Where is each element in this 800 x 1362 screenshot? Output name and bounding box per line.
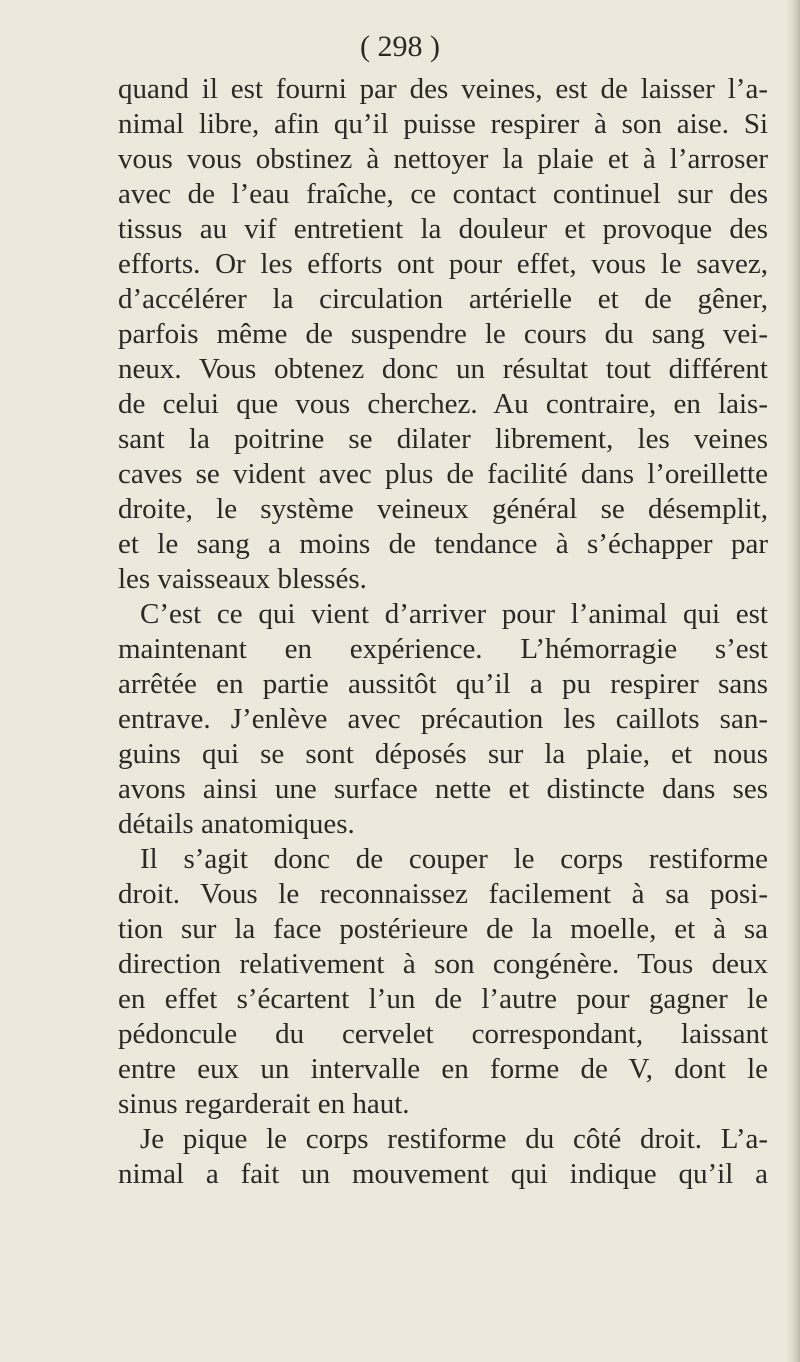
- text-line: en effet s’écartent l’un de l’autre pour gagner le: [118, 983, 768, 1015]
- text-line: pédoncule du cervelet correspondant, laissant: [118, 1018, 768, 1050]
- page-number: ( 298 ): [360, 30, 440, 63]
- text-line: quand il est fourni par des veines, est de laisser l’a-: [118, 73, 768, 105]
- text-line: nimal libre, afin qu’il puisse respirer à son aise. Si: [118, 108, 768, 140]
- text-line: droit. Vous le reconnaissez facilement à sa posi-: [118, 878, 768, 910]
- text-line: direction relativement à son congénère. Tous deux: [118, 948, 768, 980]
- text-line: sinus regarderait en haut.: [118, 1088, 410, 1120]
- text-line: vous vous obstinez à nettoyer la plaie et à l’arroser: [118, 143, 768, 175]
- text-line: caves se vident avec plus de facilité dans l’oreillette: [118, 458, 768, 490]
- text-line: avec de l’eau fraîche, ce contact continuel sur des: [118, 178, 768, 210]
- text-line: tissus au vif entretient la douleur et provoque des: [118, 213, 768, 245]
- text-line: guins qui se sont déposés sur la plaie, et nous: [118, 738, 768, 770]
- text-line: et le sang a moins de tendance à s’échapper par: [118, 528, 768, 560]
- text-line: de celui que vous cherchez. Au contraire, en lais-: [118, 388, 768, 420]
- page-edge-shadow: [786, 0, 800, 1362]
- text-line: neux. Vous obtenez donc un résultat tout différent: [118, 353, 768, 385]
- text-line: tion sur la face postérieure de la moelle, et à sa: [118, 913, 768, 945]
- text-line: d’accélérer la circulation artérielle et de gêner,: [118, 283, 768, 315]
- text-line: parfois même de suspendre le cours du sang vei-: [118, 318, 768, 350]
- text-line: arrêtée en partie aussitôt qu’il a pu respirer sans: [118, 668, 768, 700]
- text-line: sant la poitrine se dilater librement, les veines: [118, 423, 768, 455]
- text-line: droite, le système veineux général se désemplit,: [118, 493, 768, 525]
- text-line: détails anatomiques.: [118, 808, 355, 840]
- text-line: Il s’agit donc de couper le corps restiforme: [140, 843, 768, 875]
- text-line: entrave. J’enlève avec précaution les caillots san-: [118, 703, 768, 735]
- text-line: les vaisseaux blessés.: [118, 563, 367, 595]
- text-line: Je pique le corps restiforme du côté droit. L’a-: [140, 1123, 768, 1155]
- body-text: [118, 72, 768, 1192]
- text-line: nimal a fait un mouvement qui indique qu’il a: [118, 1158, 768, 1190]
- text-line: maintenant en expérience. L’hémorragie s’est: [118, 633, 768, 665]
- text-line: C’est ce qui vient d’arriver pour l’animal qui est: [140, 598, 768, 630]
- text-line: efforts. Or les efforts ont pour effet, vous le savez,: [118, 248, 768, 280]
- text-line: avons ainsi une surface nette et distincte dans ses: [118, 773, 768, 805]
- text-line: entre eux un intervalle en forme de V, dont le: [118, 1053, 768, 1085]
